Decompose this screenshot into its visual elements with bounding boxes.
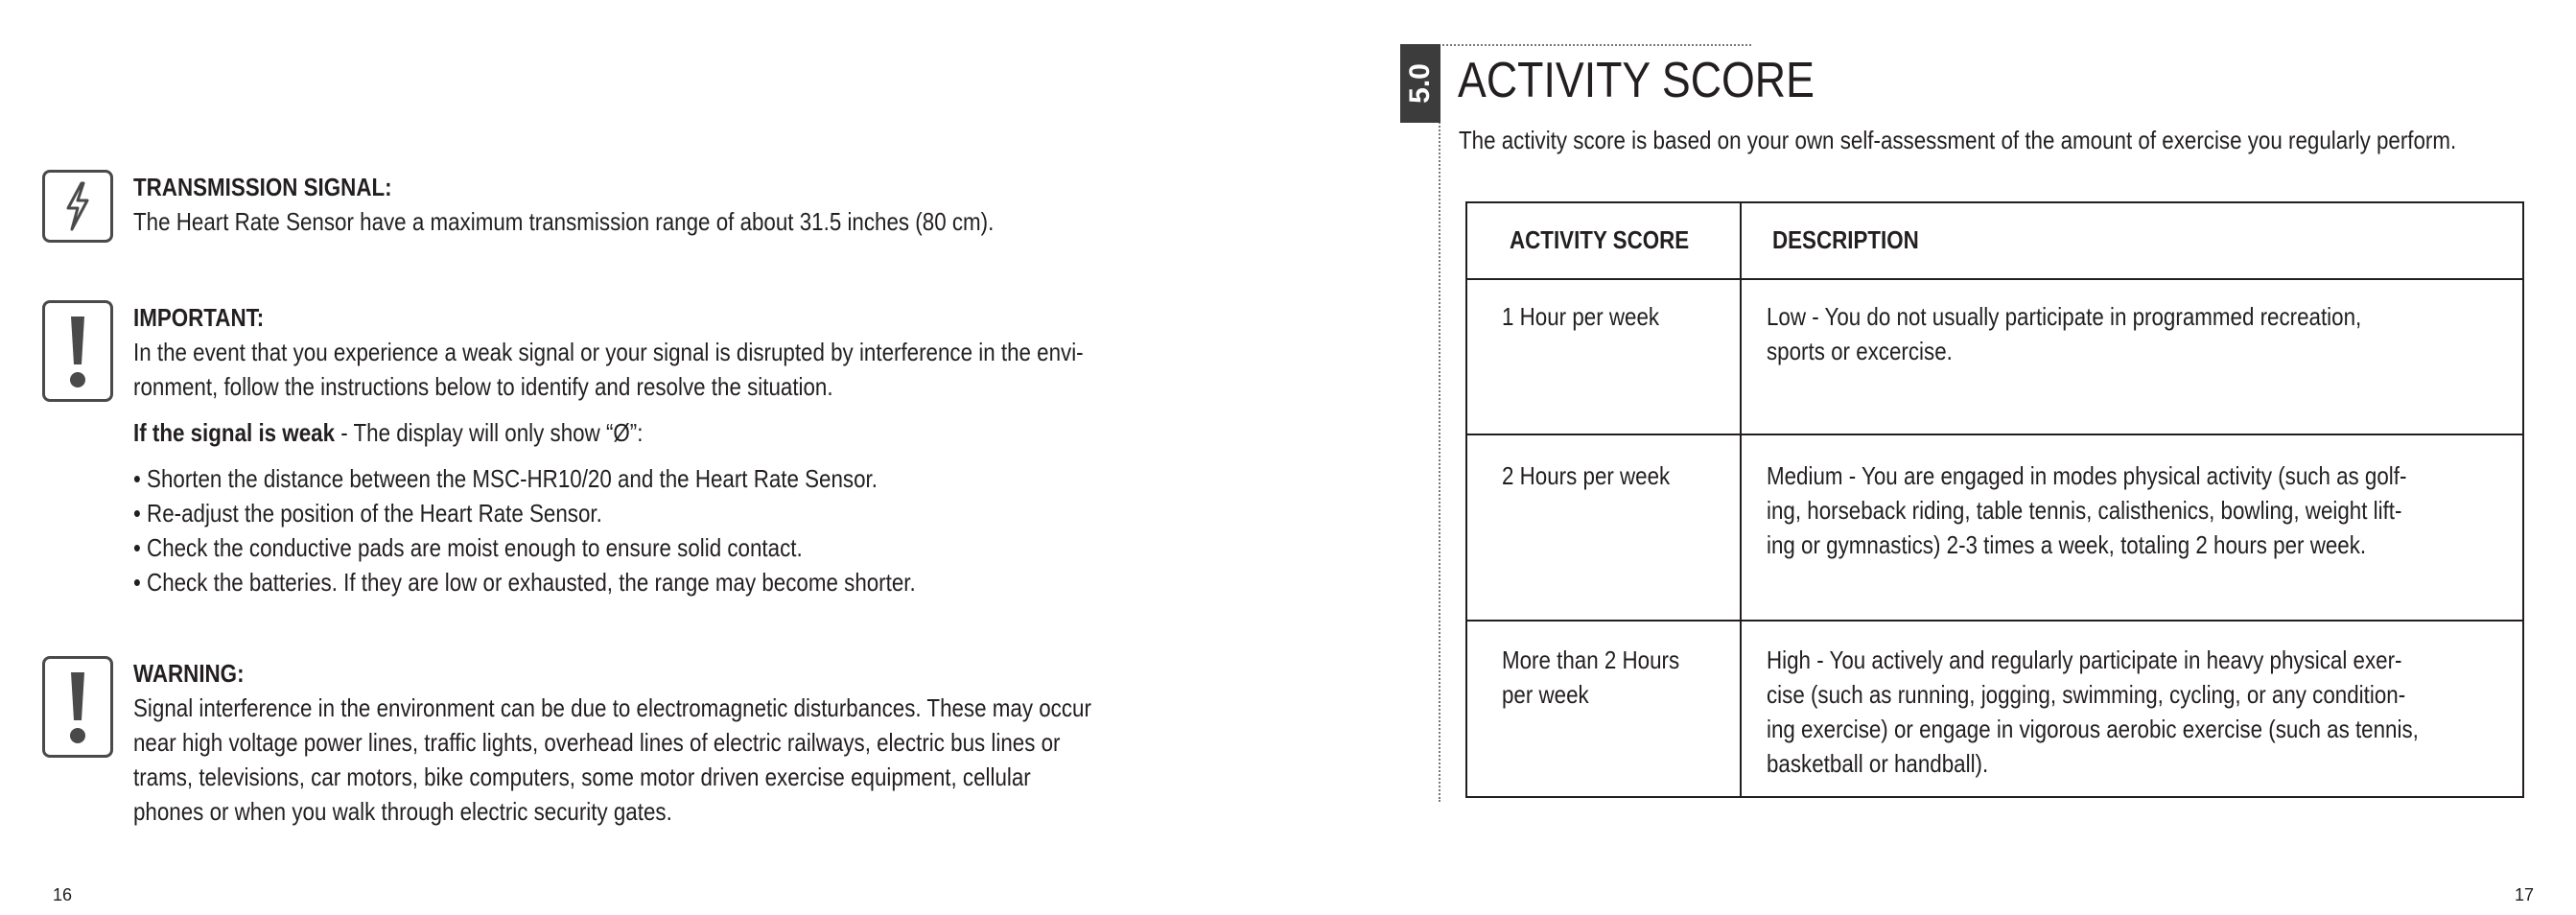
description-cell (1767, 299, 2361, 368)
description-cell (1767, 643, 2419, 781)
warning-line: phones or when you walk through electric security gates. (133, 797, 672, 826)
description-line: ing exercise) or engage in vigorous aerobic exercise (such as tennis, (1767, 715, 2419, 743)
transmission-heading: TRANSMISSION SIGNAL: (133, 173, 392, 201)
column-header: ACTIVITY SCORE (1510, 225, 1690, 254)
description-line: cise (such as running, jogging, swimming, cycling, or any condition- (1767, 680, 2406, 709)
page-title: ACTIVITY SCORE (1458, 53, 1815, 108)
exclamation-icon (42, 656, 113, 758)
exclamation-icon (42, 300, 113, 402)
weak-signal-text: - The display will only show “Ø”: (335, 418, 644, 447)
important-line: In the event that you experience a weak signal or your signal is disrupted by interference in the envi- (133, 338, 1084, 366)
weak-signal-label: If the signal is weak (133, 418, 336, 447)
list-item: • Check the conductive pads are moist enough to ensure solid contact. (133, 533, 803, 562)
section-number: 5.0 (1404, 63, 1436, 104)
description-cell (1767, 458, 2406, 562)
warning-line: trams, televisions, car motors, bike computers, some motor driven exercise equipment, cellular (133, 762, 1031, 791)
row-divider (1467, 434, 2522, 435)
score-line: 1 Hour per week (1502, 302, 1660, 331)
description-line: High - You actively and regularly participate in heavy physical exer- (1767, 645, 2402, 674)
section-tab (1400, 44, 1440, 123)
score-cell (1502, 643, 1679, 712)
transmission-text: The Heart Rate Sensor have a maximum transmission range of about 31.5 inches (80 cm). (133, 207, 995, 236)
description-line: ing, horseback riding, table tennis, calisthenics, bowling, weight lift- (1767, 496, 2402, 525)
score-line: More than 2 Hours (1502, 645, 1680, 674)
row-divider (1467, 620, 2522, 622)
column-divider (1740, 203, 1742, 796)
troubleshoot-list (133, 461, 1227, 599)
warning-heading: WARNING: (133, 659, 245, 688)
score-line: 2 Hours per week (1502, 461, 1671, 490)
column-header: DESCRIPTION (1772, 225, 1919, 254)
page-number: 17 (2515, 885, 2535, 904)
section-rule (1439, 44, 1751, 46)
lightning-icon (42, 170, 113, 243)
page-margin-rule (1439, 46, 1440, 802)
list-item: • Shorten the distance between the MSC-HR10/20 and the Heart Rate Sensor. (133, 464, 878, 493)
activity-score-table (1465, 201, 2524, 798)
description-line: sports or excercise. (1767, 337, 1953, 365)
important-heading: IMPORTANT: (133, 303, 265, 332)
description-line: basketball or handball). (1767, 749, 1989, 778)
list-item: • Re-adjust the position of the Heart Rate Sensor. (133, 499, 602, 528)
score-cell (1502, 458, 1670, 493)
warning-line: Signal interference in the environment can be due to electromagnetic disturbances. These may occur (133, 693, 1091, 722)
description-line: Medium - You are engaged in modes physical activity (such as golf- (1767, 461, 2407, 490)
page-number: 16 (53, 885, 73, 904)
important-line: ronment, follow the instructions below to identify and resolve the situation. (133, 372, 833, 401)
list-item: • Check the batteries. If they are low or exhausted, the range may become shorter. (133, 568, 916, 597)
score-line: per week (1502, 680, 1589, 709)
description-line: ing or gymnastics) 2-3 times a week, totaling 2 hours per week. (1767, 530, 2367, 559)
intro-text: The activity score is based on your own self-assessment of the amount of exercise you regularly perform. (1459, 126, 2457, 154)
description-line: Low - You do not usually participate in programmed recreation, (1767, 302, 2362, 331)
score-cell (1502, 299, 1659, 334)
warning-line: near high voltage power lines, traffic lights, overhead lines of electric railways, electric bus lines or (133, 728, 1061, 757)
weak-signal-line (133, 415, 1073, 450)
row-divider (1467, 278, 2522, 280)
